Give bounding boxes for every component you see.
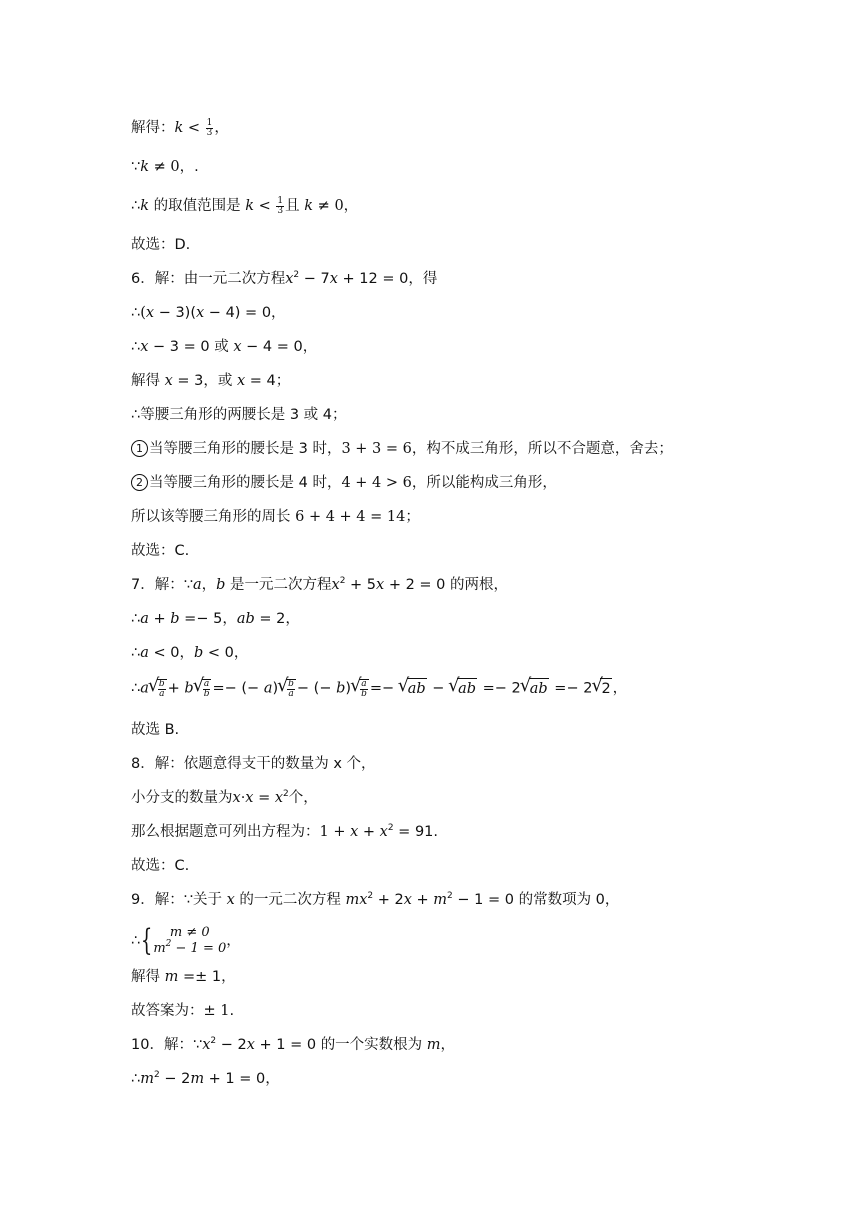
circled-number: 1	[131, 440, 148, 457]
text-line: 所以该等腰三角形的周长 6 + 4 + 4 = 14；	[131, 509, 420, 525]
text-line: 故答案为：± 1.	[131, 1003, 235, 1019]
text-line: 解得：k < $\frac{1}{3}$ ，	[131, 117, 229, 138]
text-line: 解得 m =± 1，	[131, 969, 236, 985]
text-line: ∴(x − 3)(x − 4) = 0，	[131, 305, 286, 321]
text-line: 故选：D.	[131, 237, 191, 253]
text-line: 9．解：∵关于 x 的一元二次方程 $mx^2 + 2x + m^2 - 1 = 0$ 的常数项为 0，	[131, 891, 620, 908]
text-line: 7．解：∵a，b 是一元二次方程$x^2 + 5x + 2 = 0$ 的两根，	[131, 576, 509, 593]
text-line: 2 当等腰三角形的腰长是 4 时，4 + 4 > 6，所以能构成三角形，	[131, 473, 820, 493]
circled-number: 2	[131, 474, 148, 491]
text-line: ∵k ≠ 0，.	[131, 159, 199, 175]
text-line: 8．解：依题意得支干的数量为 x 个，	[131, 756, 376, 772]
text-line: ∴{ m ≠ 0 $m^2 - 1 = 0$ ，	[131, 923, 241, 958]
text-line: ∴a √ $\frac{b}{a}$ + b √ $\frac{a}{b}$ =− (− a) √ $\frac{b}{a}$ − (− b) √ $\frac{a}{b}$ =− √ ab − √ ab =− 2√ ab =− 2√ 2 ，	[131, 678, 820, 699]
text-line: 那么根据题意可列出方程为：$1 + x + x^2 = 91$.	[131, 823, 439, 840]
text-line: ∴k 的取值范围是 k < $\frac{1}{3}$ 且 k ≠ 0，	[131, 195, 359, 216]
text-line: 解得 x = 3，或 x = 4；	[131, 373, 291, 389]
text-line: ∴a < 0，b < 0，	[131, 645, 249, 661]
text-line: ∴a + b =− 5，ab = 2，	[131, 611, 300, 627]
text-line: 小分支的数量为$x\cdot x = x^2$个，	[131, 789, 318, 806]
text-line: ∴x − 3 = 0 或 x − 4 = 0，	[131, 339, 318, 355]
text-line: 6．解：由一元二次方程$x^2 - 7x + 12 = 0$，得	[131, 270, 438, 287]
text-line: $\therefore m^2 - 2m + 1 = 0$，	[131, 1070, 280, 1087]
text-line: 故选 B.	[131, 722, 180, 738]
text-line: ∴等腰三角形的两腰长是 3 或 4；	[131, 407, 347, 423]
text-line: 故选：C.	[131, 543, 190, 559]
text-line: 10．解：$\because x^2 - 2x + 1 = 0$ 的一个实数根为 m，	[131, 1036, 456, 1053]
text-line: 1 当等腰三角形的腰长是 3 时，3 + 3 = 6，构不成三角形，所以不合题意，舍去；	[131, 439, 820, 459]
text-line: 故选：C.	[131, 858, 190, 874]
